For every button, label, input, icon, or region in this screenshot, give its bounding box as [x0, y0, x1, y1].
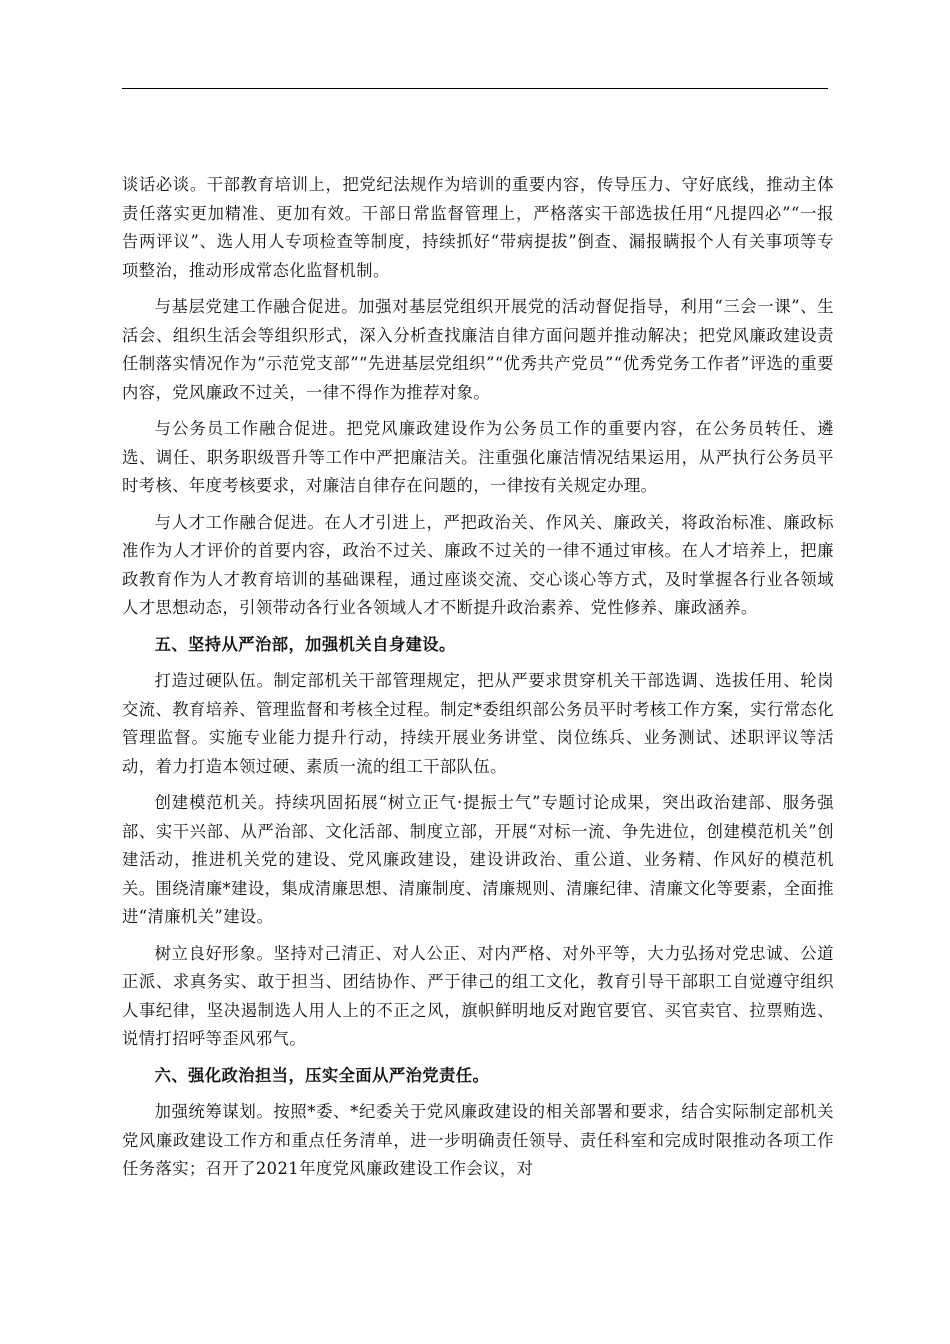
document-body — [122, 171, 834, 1184]
paragraph: 加强统筹谋划。按照*委、*纪委关于党风廉政建设的相关部署和要求，结合实际制定部机关党风廉政建设工作方和重点任务清单，进一步明确责任领导、责任科室和完成时限推动各项工作任务落实；召开了2021年度党风廉政建设工作会议，对 — [122, 1102, 834, 1178]
paragraph: 与公务员工作融合促进。把党风廉政建设作为公务员工作的重要内容，在公务员转任、遴选、调任、职务职级晋升等工作中严把廉洁关。注重强化廉洁情况结果运用，从严执行公务员平时考核、年度考核要求，对廉洁自律存在问题的，一律按有关规定办理。 — [122, 419, 834, 495]
paragraph: 树立良好形象。坚持对己清正、对人公正、对内严格、对外平等，大力弘扬对党忠诚、公道正派、求真务实、敢于担当、团结协作、严于律己的组工文化，教育引导干部职工自觉遵守组织人事纪律，坚决遏制选人用人上的不正之风，旗帜鲜明地反对跑官要官、买官卖官、拉票贿选、说情打招呼等歪风邪气。 — [122, 943, 834, 1048]
section-heading: 五、坚持从严治部，加强机关自身建设。 — [154, 634, 456, 654]
paragraph: 与人才工作融合促进。在人才引进上，严把政治关、作风关、廉政关，将政治标准、廉政标准作为人才评价的首要内容，政治不过关、廉政不过关的一律不通过审核。在人才培养上，把廉政教育作为人才教育培训的基础课程，通过座谈交流、交心谈心等方式，及时掌握各行业各领域人才思想动态，引领带动各行业各领域人才不断提升政治素养、党性修养、廉政涵养。 — [122, 512, 834, 617]
paragraph: 谈话必谈。干部教育培训上，把党纪法规作为培训的重要内容，传导压力、守好底线，推动主体责任落实更加精准、更加有效。干部日常监督管理上，严格落实干部选拔任用“凡提四必”“一报告两评议”、选人用人专项检查等制度，持续抓好“带病提拔”倒查、漏报瞒报个人有关事项等专项整治，推动形成常态化监督机制。 — [122, 175, 834, 280]
paragraph: 打造过硬队伍。制定部机关干部管理规定，把从严要求贯穿机关干部选调、选拔任用、轮岗交流、教育培养、管理监督和考核全过程。制定*委组织部公务员平时考核工作方案，实行常态化管理监督。实施专业能力提升行动，持续开展业务讲堂、岗位练兵、业务测试、述职评议等活动，着力打造本领过硬、素质一流的组工干部队伍。 — [122, 671, 834, 776]
paragraph: 与基层党建工作融合促进。加强对基层党组织开展党的活动督促指导，利用“三会一课”、生活会、组织生活会等组织形式，深入分析查找廉洁自律方面问题并推动解决；把党风廉政建设责任制落实情况作为“示范党支部”“先进基层党组织”“优秀共产党员”“优秀党务工作者”评选的重要内容，党风廉政不过关，一律不得作为推荐对象。 — [122, 297, 834, 402]
paragraph: 创建模范机关。持续巩固拓展“树立正气·提振士气”专题讨论成果，突出政治建部、服务强部、实干兴部、从严治部、文化活部、制度立部，开展“对标一流、争先进位，创建模范机关”创建活动，推进机关党的建设、党风廉政建设，建设讲政治、重公道、业务精、作风好的模范机关。围绕清廉*建设，集成清廉思想、清廉制度、清廉规则、清廉纪律、清廉文化等要素，全面推进“清廉机关”建设。 — [122, 793, 834, 926]
section-heading: 六、强化政治担当，压实全面从严治党责任。 — [154, 1065, 490, 1085]
header-rule — [122, 88, 828, 89]
